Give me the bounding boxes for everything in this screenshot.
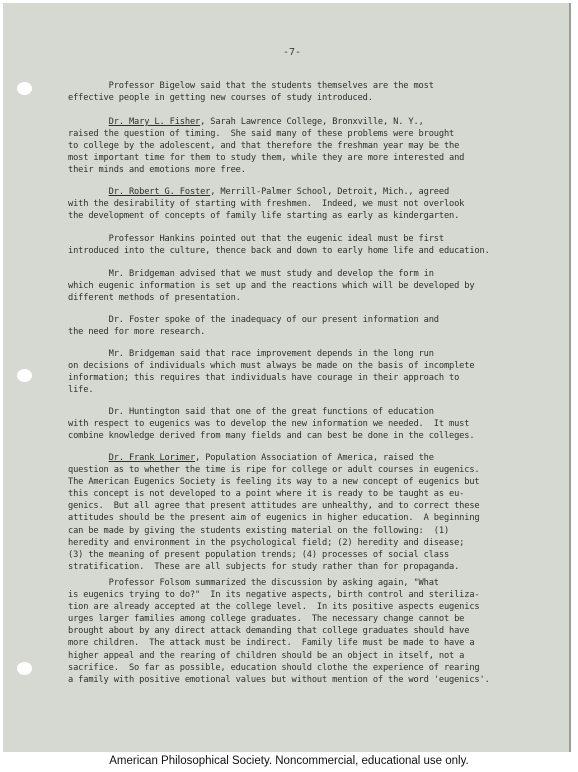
text-line: most important time for them to study them, while they are more interested and (68, 153, 465, 164)
paragraph (68, 348, 532, 396)
paragraph (68, 116, 532, 176)
page-number: -7- (283, 47, 302, 58)
paragraph (68, 406, 532, 442)
text-line: Professor Folsom summarized the discussion by asking again, "What (68, 578, 439, 588)
text-line: Professor Bigelow said that the students themselves are the most (68, 81, 434, 91)
paragraph (68, 186, 532, 222)
text-line: sacrifice. So far as possible, education should clothe the experience of rearing (68, 662, 480, 673)
text-line: higher appeal and the rearing of children should be an object in itself, not a (68, 650, 465, 661)
text-line: attitudes should be the present aim of eugenics in higher education. A beginning (68, 513, 480, 524)
text-line: different methods of presentation. (68, 293, 241, 304)
text-line: tion are already accepted at the college level. In its positive aspects eugenics (68, 602, 480, 613)
text-line: can be made by giving the students existing material on the following: (1) (68, 525, 450, 536)
text-line: a family with positive emotional values but without mention of the word 'eugenics'. (68, 674, 490, 685)
punch-hole (17, 82, 32, 95)
text-line: stratification. These are all subjects for study rather than for propaganda. (68, 561, 460, 572)
text-line: raised the question of timing. She said many of these problems were brought (68, 129, 455, 140)
text-line: combine knowledge derived from many fields and can best be done in the colleges. (68, 431, 475, 442)
text-line: Dr. Frank Lorimer, Population Association of America, raised the (108, 453, 434, 463)
paragraph (68, 452, 532, 573)
paragraph (68, 233, 532, 257)
paragraph (68, 80, 532, 104)
text-line: with the desirability of starting with freshmen. Indeed, we must not overlook (68, 199, 465, 210)
text-line: the development of concepts of family life starting as early as kindergarten. (68, 211, 460, 222)
speaker-name: Dr. Mary L. Fisher (108, 117, 201, 127)
text-line: to college by the adolescent, and that therefore the freshman year may be the (68, 141, 460, 152)
paragraph (68, 577, 532, 686)
punch-hole (17, 662, 32, 675)
text-line: life. (68, 385, 94, 396)
text-line: effective people in getting new courses of study introduced. (68, 93, 373, 104)
text-line: Mr. Bridgeman advised that we must study and develop the form in (68, 269, 434, 279)
text-line: The American Eugenics Society is feeling its way to a new concept of eugenics but (68, 477, 480, 488)
text-line: Dr. Foster spoke of the inadequacy of our present information and (68, 315, 439, 325)
text-line: with respect to eugenics was to develop the new information we needed. It must (68, 419, 470, 430)
text-line: (3) the meaning of present population trends; (4) processes of social class (68, 549, 450, 560)
text-line: Mr. Bridgeman said that race improvement depends in the long run (68, 349, 434, 359)
paragraph (68, 314, 532, 338)
speaker-name: Dr. Frank Lorimer (108, 453, 196, 463)
text-line: this concept is not developed to a point where it is ready to be taught as eu- (68, 489, 465, 500)
text-line: information; this requires that individuals have courage in their approach to (68, 373, 460, 384)
text-line: heredity and environment in the psychological field; (2) heredity and disease; (68, 537, 465, 548)
text-line: Professor Hankins pointed out that the eugenic ideal must be first (68, 234, 444, 244)
footer-credit: American Philosophical Society. Noncommercial, educational use only. (109, 755, 469, 767)
text-line: the need for more research. (68, 327, 206, 338)
text-line: brought about by any direct attack demanding that college graduates should have (68, 626, 470, 637)
text-line: on decisions of individuals which must always be made on the basis of incomplete (68, 361, 475, 372)
text-line: urges larger families among college graduates. The necessary change cannot be (68, 614, 465, 625)
text-line: their minds and emotions more free. (68, 165, 246, 176)
text-line: Dr. Mary L. Fisher, Sarah Lawrence College, Bronxville, N. Y., (108, 117, 424, 127)
text-line: which eugenic information is set up and the reactions which will be developed by (68, 281, 475, 292)
text-line: Dr. Robert G. Foster, Merrill-Palmer School, Detroit, Mich., agreed (108, 187, 450, 197)
punch-hole (17, 369, 32, 382)
text-line: Dr. Huntington said that one of the great functions of education (68, 407, 434, 417)
text-line: more children. The attack must be indirect. Family life must be made to have a (68, 638, 475, 649)
text-line: genics. But all agree that present attitudes are unhealthy, and to correct these (68, 501, 480, 512)
paragraph (68, 268, 532, 304)
speaker-name: Dr. Robert G. Foster (108, 187, 211, 197)
text-line: question as to whether the time is ripe for college or adult courses in eugenics. (68, 465, 480, 476)
text-line: introduced into the culture, thence back and down to early home life and education. (68, 246, 490, 257)
text-line: is eugenics trying to do?" In its negative aspects, birth control and steriliza- (68, 590, 480, 601)
